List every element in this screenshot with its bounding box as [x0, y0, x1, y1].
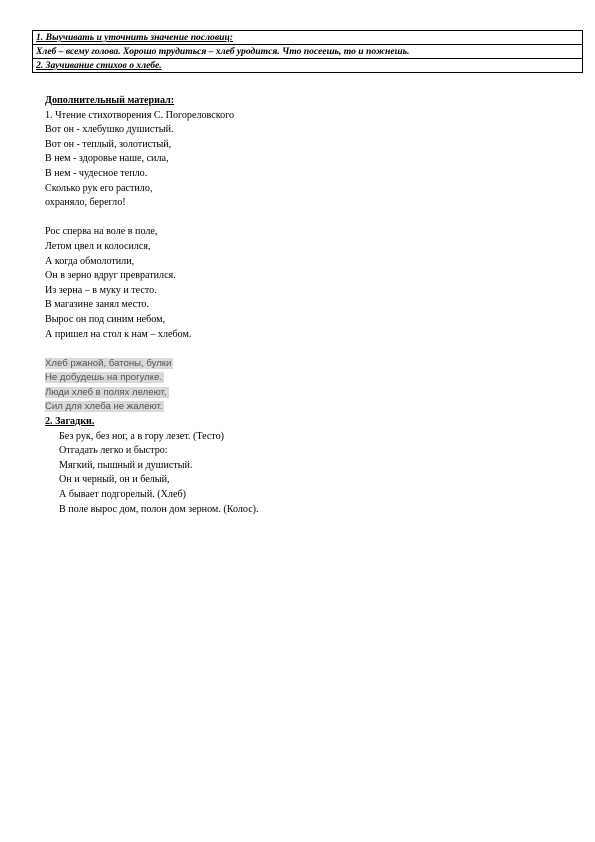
highlighted-poem-line: Сил для хлеба не жалеют. — [45, 401, 163, 413]
poem-line: В магазине занял место. — [45, 299, 149, 311]
poem-line: Рос сперва на воле в поле, — [45, 226, 158, 238]
poem-line: Он в зерно вдруг превратился. — [45, 270, 176, 282]
document-body — [45, 94, 565, 517]
riddles — [45, 430, 565, 518]
poem-line: Вот он - хлебушко душистый. — [45, 124, 174, 136]
poem1 — [45, 123, 565, 211]
poem-line: В нем - чудесное тепло. — [45, 167, 148, 179]
poem-line: В нем - здоровье наше, сила, — [45, 153, 169, 165]
riddle-line: В поле вырос дом, полон дом зерном. (Колос). — [59, 503, 259, 515]
poem-line: Из зерна – в муку и тесто. — [45, 284, 157, 296]
riddle-line: А бывает подгорелый. (Хлеб) — [59, 489, 186, 501]
extra-material-heading: Дополнительный материал: — [45, 95, 175, 106]
riddles-heading: 2. Загадки. — [45, 416, 95, 428]
highlighted-poem-line: Люди хлеб в полях лелеют, — [45, 386, 167, 398]
riddle-line: Мягкий, пышный и душистый. — [59, 459, 193, 471]
highlighted-poem-line: Хлеб ржаной, батоны, булки — [45, 357, 172, 369]
poem2 — [45, 225, 565, 342]
poem-line: Вот он - теплый, золотистый, — [45, 138, 172, 150]
poem-line: Летом цвел и колосился, — [45, 240, 151, 252]
spacer — [45, 211, 565, 226]
highlighted-poem-line: Не добудешь на прогулке. — [45, 372, 163, 384]
riddle-line: Без рук, без ног, а в гору лезет. (Тесто) — [59, 430, 224, 442]
spacer — [45, 342, 565, 357]
poem1-title: 1. Чтение стихотворения С. Погореловского — [45, 109, 235, 121]
riddle-line: Отгадать легко и быстро: — [59, 445, 168, 457]
task-row-3: 2. Заучивание стихов о хлебе. — [33, 58, 582, 72]
poem-line: Сколько рук его растило, — [45, 182, 153, 194]
riddle-line: Он и черный, он и белый, — [59, 474, 170, 486]
poem3-highlighted — [45, 357, 565, 415]
task-row-2: Хлеб – всему голова. Хорошо трудиться – хлеб уродится. Что посеешь, то и пожнешь. — [33, 44, 582, 58]
task-table — [32, 30, 583, 73]
poem-line: Вырос он под синим небом, — [45, 313, 166, 325]
task-row-1: 1. Выучивать и уточнить значение пословиц: — [36, 32, 233, 43]
poem-line: охраняло, берегло! — [45, 197, 126, 209]
poem-line: А пришел на стол к нам – хлебом. — [45, 328, 192, 340]
poem-line: А когда обмолотили, — [45, 255, 135, 267]
